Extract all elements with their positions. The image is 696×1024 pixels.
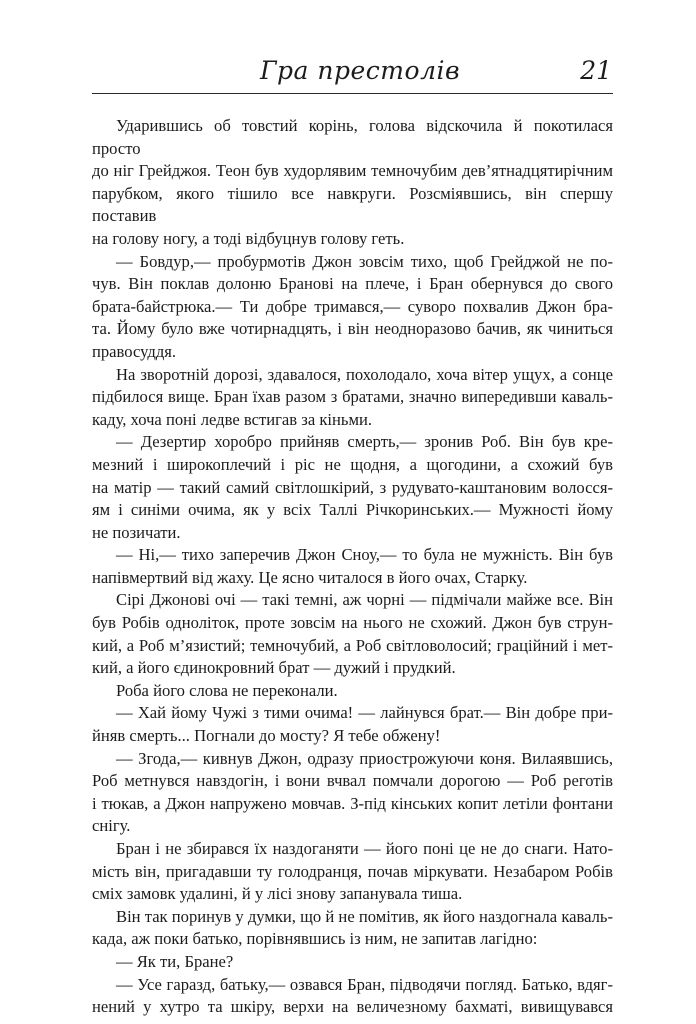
text-line: мезний і широкоплечий і ріс не щодня, а щогодини, а схожий був xyxy=(92,454,613,474)
text-line: на матір — такий самий світлошкірий, з рудувато-каштановим волосся- xyxy=(92,477,613,497)
text-line: Роба його слова не переконали. xyxy=(116,680,338,700)
text-line: — Хай йому Чужі з тими очима! — лайнувся брат.— Він добре при- xyxy=(116,703,613,723)
text-line: підбилося вище. Бран їхав разом з братами, значно випередивши каваль- xyxy=(92,387,613,407)
text-line: Роб метнувся навздогін, і вони вчвал помчали дорогою — Роб реготів xyxy=(92,771,613,791)
page-number: 21 xyxy=(580,56,612,85)
text-line: — Усе гаразд, батьку,— озвався Бран, підводячи погляд. Батько, вдяг- xyxy=(116,974,613,994)
text-line: када, аж поки батько, порівнявшись із ним, не запитав лагідно: xyxy=(92,929,538,949)
text-line: не позичати. xyxy=(92,522,181,542)
text-line: Бран і не збирався їх наздоганяти — його поні це не до снаги. Натo- xyxy=(116,839,613,858)
text-line: кий, а його єдинокровний брат — дужий і прудкий. xyxy=(92,658,456,678)
text-line: напівмертвий від жаху. Це ясно читалося в його очах, Старку. xyxy=(92,567,528,587)
text-line: чув. Він поклав долоню Бранові на плече, і Бран обернувся до свого xyxy=(92,274,613,294)
text-line: правосуддя. xyxy=(92,341,177,361)
text-line: каду, хоча поні ледве встигав за кіньми. xyxy=(92,409,372,429)
text-line: — Дезертир хоробро прийняв смерть,— зронив Роб. Він був кре- xyxy=(116,432,613,452)
text-line: ям і синіми очима, як у всіх Таллі Річкоринських.— Мужності йому xyxy=(92,500,613,520)
text-line: снігу. xyxy=(92,816,131,836)
text-line: Сірі Джонові очі — такі темні, аж чорні — підмічали майже все. Він xyxy=(116,590,613,610)
running-head xyxy=(92,56,612,92)
text-line: Він так поринув у думки, що й не помітив, як його наздогнала каваль- xyxy=(116,906,613,926)
text-line: — Ні,— тихо заперечив Джон Сноу,— то була не мужність. Він був xyxy=(116,545,613,565)
text-line: йняв смерть... Погнали до мосту? Я тебе обжену! xyxy=(92,726,441,746)
text-line: на голову ногу, а тоді відбуцнув голову геть. xyxy=(92,228,405,248)
text-line: сміх замовк удалині, й у лісі знову запанувала тиша. xyxy=(92,884,463,904)
header-rule xyxy=(92,93,613,94)
text-line: нений у хутро та шкіру, верхи на величезному бахматі, вивищувався xyxy=(92,997,613,1017)
text-line: — Згода,— кивнув Джон, одразу приострожуючи коня. Вилаявшись, xyxy=(116,748,613,768)
text-line: і тюкав, а Джон напружено мовчав. З-під кінських копит летіли фонтани xyxy=(92,793,613,813)
text-line: та. Йому було вже чотирнадцять, і він неодноразово бачив, як чиниться xyxy=(92,319,613,339)
text-line: На зворотній дорозі, здавалося, похолодало, хоча вітер ущух, а сонце xyxy=(116,364,613,384)
text-line: мість він, пригадавши ту голодранця, почав міркувати. Незабаром Робів xyxy=(92,861,613,881)
body-text xyxy=(92,115,613,1019)
text-line: — Як ти, Бране? xyxy=(116,951,234,971)
book-title: Гра престолів xyxy=(260,56,461,85)
text-line: парубком, якого тішило все навкруги. Розсміявшись, він спершу поставив xyxy=(92,183,613,226)
text-line: Ударившись об товстий корінь, голова відскочила й покотилася просто xyxy=(92,116,613,158)
text-line: до ніг Грейджоя. Теон був худорлявим темночубим дев’ятнадцятирічним xyxy=(92,161,613,181)
text-line: був Робів одноліток, проте зовсім на нього не схожий. Джон був струн- xyxy=(92,613,613,633)
text-line: — Бовдур,— пробурмотів Джон зовсім тихо, щоб Грейджой не по- xyxy=(116,251,613,271)
text-line: брата-байстрюка.— Ти добре тримався,— суворо похвалив Джон бра- xyxy=(92,296,613,316)
text-line: кий, а Роб м’язистий; темночубий, а Роб світловолосий; граційний і мет- xyxy=(92,635,613,655)
